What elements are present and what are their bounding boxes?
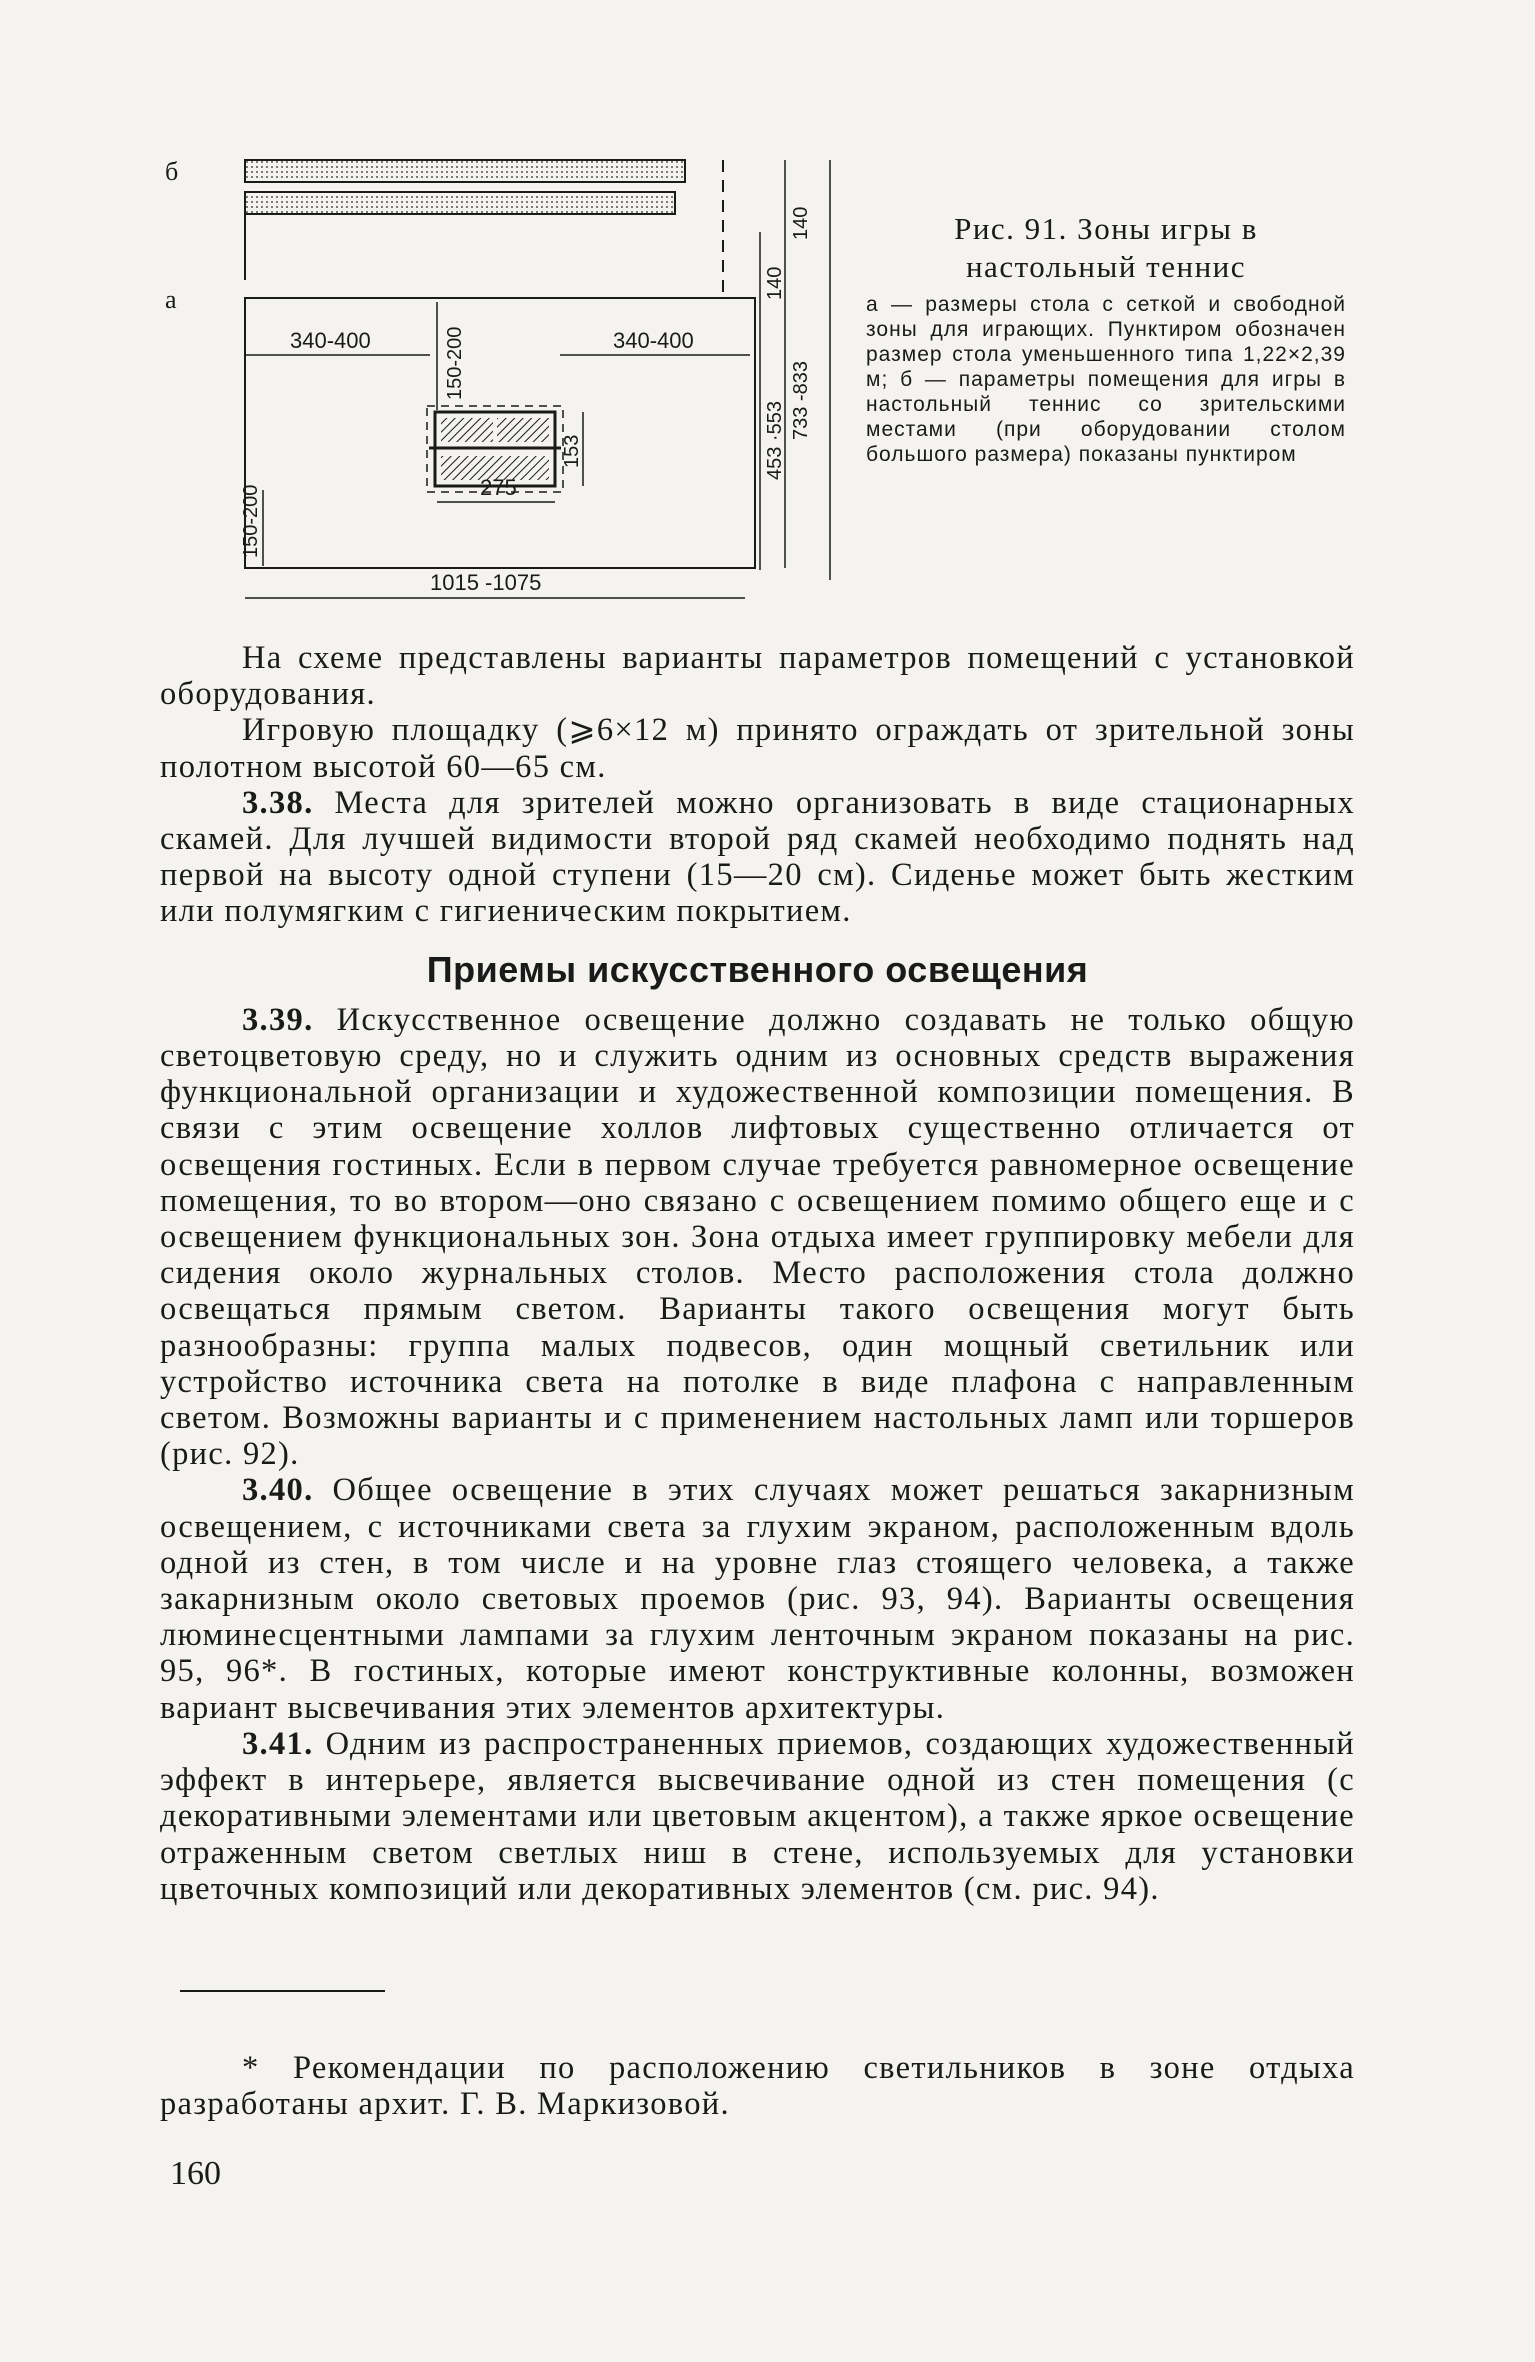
label-a: а (165, 285, 177, 314)
dim-right-140-a: 140 (790, 206, 812, 240)
dim-right-140-b: 140 (764, 266, 786, 300)
clause-number: 3.41. (242, 1725, 314, 1762)
paragraph-text: Искусственное освещение должно создавать не только общую светоцветовую среду, но и служить одним из основных средств выражения функциональной организации и художественной композиции помещения. В связи с этим освещение холлов лифтовых существенно отличается от освещения гостиных. Если в первом случае требуется равномерное освещение помещения, то во втором—оно связано с освещением помимо общего еще и с освещением функциональных зон. Зона отдыха имеет группировку мебели для сидения около журнальных столов. Место расположения стола должно освещаться прямым светом. Варианты такого освещения могут быть разнообразны: группа малых подвесов, один мощный светильник или устройство источника света на потолке в виде плафона с направленным светом. Возможны варианты и с применением настольных ламп или торшеров (рис. 92). (160, 1001, 1355, 1473)
section-heading: Приемы искусственного освещения (426, 948, 1089, 990)
dim-bottom-zone-v: 150-200 (240, 484, 262, 558)
clause-number: 3.39. (242, 1001, 314, 1038)
paragraph-text: Общее освещение в этих случаях может решаться закарнизным освещением, с источниками света за глухим экраном, расположенным вдоль одной из стен, в том числе и на уровне глаз стоящего человека, а также закарнизным около световых проемов (рис. 93, 94). Варианты освещения люминесцентными лампами за глухим ленточным экраном показаны на рис. 95, 96*. В гостиных, которые имеют конструктивные колонны, возможен вариант высвечивания этих элементов архитектуры. (160, 1472, 1355, 1726)
bench-row-1 (245, 160, 685, 182)
caption-text: а — размеры стола с сеткой и свободной зоны для играющих. Пунктиром обозначен размер стола уменьшенного типа 1,22×2,39 м; б — параметры помещения для игры в настольный теннис со зрительскими местами (при оборудовании столом большого размера) показаны пунктиром (866, 293, 1346, 466)
label-b: б (165, 157, 179, 186)
paragraph-3-41 (160, 1726, 1355, 1907)
paragraph-playground: Игровую площадку (⩾6×12 м) принято ограждать от зрительной зоны полотном высотой 60—65 см. (160, 712, 1355, 785)
dim-right-zone: 340-400 (613, 328, 694, 353)
table-half-2 (497, 418, 549, 442)
dim-left-zone: 340-400 (290, 328, 371, 353)
clause-number: 3.40. (242, 1472, 314, 1509)
footnote-rule (180, 1990, 385, 1992)
dim-right-733: 733 -833 (790, 361, 812, 440)
footnote: * Рекомендации по расположению светильников в зоне отдыха разработаны архит. Г. В. Маркизовой. (160, 2050, 1355, 2122)
diagram (165, 150, 865, 630)
page-number: 160 (170, 2155, 221, 2192)
figure-caption (866, 210, 1346, 467)
paragraph-3-40 (160, 1472, 1355, 1725)
dim-right-453: 453 ·553 (764, 401, 786, 480)
paragraph-3-38 (160, 785, 1355, 930)
paragraph-text: Одним из распространенных приемов, создающих художественный эффект в интерьере, является высвечивание одной из стен помещения (с декоративными элементами или цветовым акцентом), а также яркое освещение отраженным светом светлых ниш в стене, используемых для установки цветочных композиций или декоративных элементов (см. рис. 94). (160, 1725, 1355, 1907)
body-text (160, 640, 1355, 1907)
dim-overall-width: 1015 -1075 (430, 570, 542, 595)
paragraph-3-39 (160, 1002, 1355, 1473)
dim-table-length: 275 (480, 475, 517, 500)
bench-row-2 (245, 192, 675, 214)
clause-number: 3.38. (242, 784, 314, 821)
paragraph-text: Места для зрителей можно организовать в виде стационарных скамей. Для лучшей видимости второй ряд скамей необходимо поднять над первой на высоту одной ступени (15—20 см). Сиденье может быть жестким или полумягким с гигиеническим покрытием. (160, 784, 1355, 930)
paragraph-scheme: На схеме представлены варианты параметров помещений с установкой оборудования. (160, 640, 1355, 713)
caption-title: Рис. 91. Зоны игры в настольный теннис (954, 211, 1258, 284)
dim-table-width: 153 (561, 434, 583, 468)
figure-91-table-tennis-zones (165, 150, 865, 630)
table-half-1 (441, 418, 493, 442)
dim-top-zone-v: 150-200 (444, 326, 466, 400)
